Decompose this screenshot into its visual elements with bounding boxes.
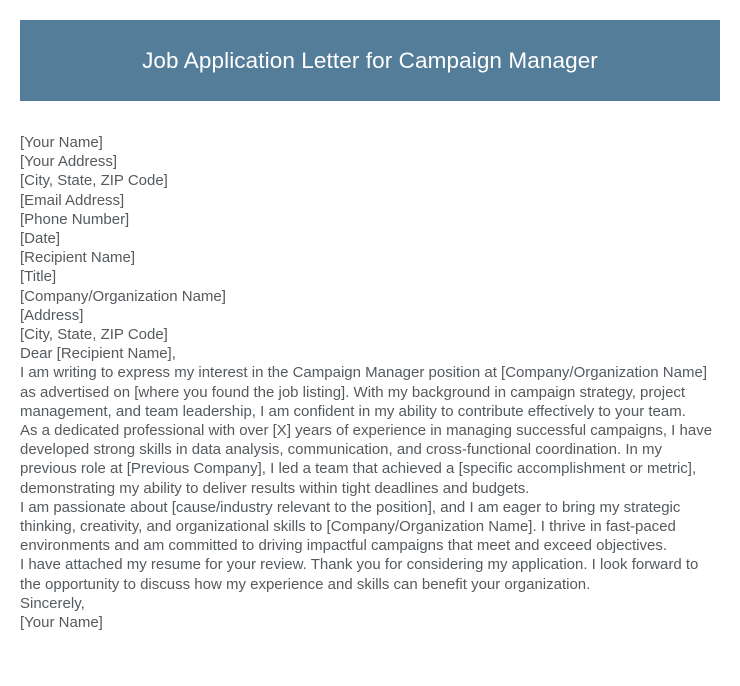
body-paragraph-1: I am writing to express my interest in the Campaign Manager position at [Company/Organization Name] as advertised on [where you found the job listing]. With my background in campaign strategy, project management, and team leadership, I am confident in my ability to contribute effectively to your team. xyxy=(20,364,707,420)
sender-address: [Your Address] xyxy=(20,153,118,171)
recipient-name: [Recipient Name] xyxy=(20,249,136,267)
closing: Sincerely, xyxy=(20,594,85,612)
recipient-title: [Title] xyxy=(20,268,57,286)
header-banner xyxy=(20,20,720,101)
sender-name: [Your Name] xyxy=(20,134,103,151)
sender-phone: [Phone Number] xyxy=(20,210,130,228)
letter-date: [Date] xyxy=(20,230,61,248)
letter-body xyxy=(20,133,722,632)
recipient-address-block xyxy=(20,248,722,344)
body-paragraph-3: I am passionate about [cause/industry relevant to the position], and I am eager to bring my strategic thinking, creativity, and organizational skills to [Company/Organization Name]. I thrive in fast-paced environments and am committed to driving impactful campaigns that meet and exceed objectives. xyxy=(20,498,681,555)
recipient-city-state-zip: [City, State, ZIP Code] xyxy=(20,326,168,344)
body-paragraph-4: I have attached my resume for your review. Thank you for considering my application. I look forward to the opportunity to discuss how my experience and skills can benefit your organization. xyxy=(20,556,699,593)
recipient-address: [Address] xyxy=(20,306,84,324)
recipient-company: [Company/Organization Name] xyxy=(20,287,226,305)
page-title: Job Application Letter for Campaign Manager xyxy=(142,48,598,73)
sender-address-block xyxy=(20,133,722,248)
body-paragraph-2: As a dedicated professional with over [X] years of experience in managing successful campaigns, I have developed strong skills in data analysis, communication, and cross-functional coordination. In my previous role at [Previous Company], I led a team that achieved a [specific accomplishment or metric], demonstrating my ability to deliver results within tight deadlines and budgets. xyxy=(20,422,713,497)
signature: [Your Name] xyxy=(20,614,103,632)
sender-city-state-zip: [City, State, ZIP Code] xyxy=(20,172,168,190)
sender-email: [Email Address] xyxy=(20,191,125,209)
salutation: Dear [Recipient Name], xyxy=(20,345,176,363)
